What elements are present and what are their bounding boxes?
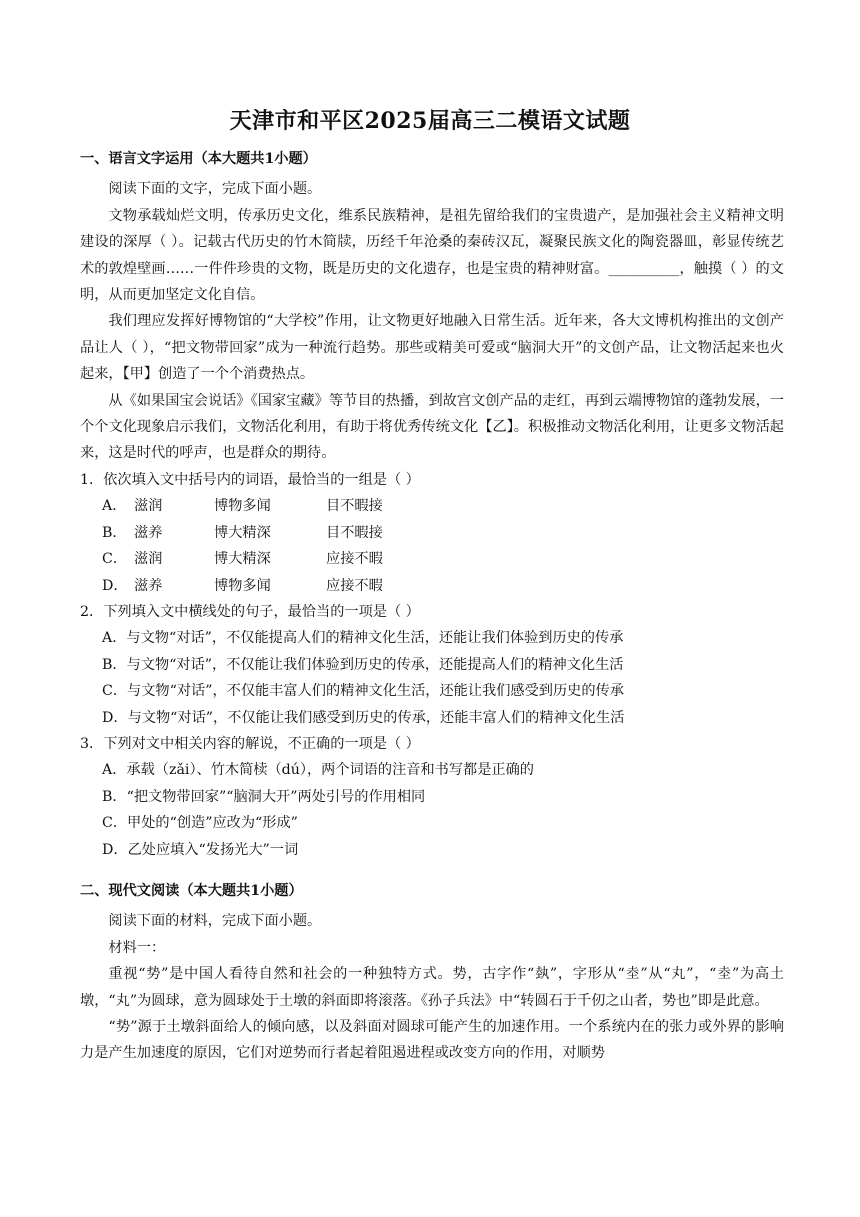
document-body: [80, 146, 784, 1067]
option-word-3: 应接不暇: [326, 551, 383, 568]
question-1-option: [80, 520, 784, 546]
option-word-2: 博大精深: [214, 524, 271, 541]
question-2-option-b: B．与文物“对话”，不仅能让我们体验到历史的传承，还能提高人们的精神文化生活: [102, 656, 624, 673]
option-word-1: 滋养: [134, 524, 163, 541]
option-letter: C．: [102, 551, 128, 568]
question-2-stem: 2．下列填入文中横线处的句子，最恰当的一项是（ ）: [80, 603, 420, 620]
option-word-1: 滋养: [134, 577, 163, 594]
option-word-1: 滋润: [134, 498, 163, 515]
question-3-stem: 3．下列对文中相关内容的解说，不正确的一项是（ ）: [80, 735, 420, 752]
section-heading-1: 一、语言文字运用（本大题共1小题）: [80, 151, 317, 167]
question-2-option-a: A．与文物“对话”，不仅能提高人们的精神文化生活，还能让我们体验到历史的传承: [102, 630, 624, 647]
passage-paragraph-3: 从《如果国宝会说话》《国家宝藏》等节目的热播，到故宫文创产品的走红，再到云端博物馆的蓬勃发展，一个个文化现象启示我们，文物活化利用，有助于将优秀传统文化【乙】。积极推动文物活化利用，让更多文物活起来，这是时代的呼声，也是群众的期待。: [80, 392, 784, 462]
question-1-option: [80, 573, 784, 599]
option-word-2: 博大精深: [214, 551, 271, 568]
option-letter: D．: [102, 577, 128, 594]
page-title: 天津市和平区2025届高三二模语文试题: [229, 108, 631, 134]
option-word-3: 应接不暇: [326, 577, 383, 594]
option-letter: A．: [102, 498, 127, 515]
question-3-option-d: D．乙处应填入“发扬光大”一词: [102, 841, 299, 858]
option-word-2: 博物多闻: [214, 577, 271, 594]
passage-paragraph-2: 我们理应发挥好博物馆的“大学校”作用，让文物更好地融入日常生活。近年来，各大文博机构推出的文创产品让人（ ），“把文物带回家”成为一种流行趋势。那些或精美可爱或“脑洞大开”的文创产品，让文物活起来也火起来，【甲】创造了一个个消费热点。: [80, 313, 784, 383]
option-word-3: 目不暇接: [326, 524, 383, 541]
question-3-option-b: B．“把文物带回家”“脑洞大开”两处引号的作用相同: [102, 788, 426, 805]
question-1-option: [80, 493, 784, 519]
option-word-1: 滋润: [134, 551, 163, 568]
question-3-option-a: A．承载（zǎi）、竹木简椟（dú），两个词语的注音和书写都是正确的: [102, 762, 534, 779]
question-1-option: [80, 546, 784, 572]
question-1-stem: 1．依次填入文中括号内的词语，最恰当的一组是（ ）: [80, 471, 420, 488]
option-word-2: 博物多闻: [214, 498, 271, 515]
question-2-option-c: C．与文物“对话”，不仅能丰富人们的精神文化生活，还能让我们感受到历史的传承: [102, 683, 624, 700]
passage-paragraph-1: 文物承载灿烂文明，传承历史文化，维系民族精神，是祖先留给我们的宝贵遗产，是加强社会主义精神文明建设的深厚（ ）。记载古代历史的竹木简牍，历经千年沧桑的秦砖汉瓦，凝聚民族文化的陶瓷器皿，彰显传统艺术的敦煌壁画……一件件珍贵的文物，既是历史的文化遗存，也是宝贵的精神财富。__________，触摸（ ）的文明，从而更加坚定文化自信。: [80, 207, 784, 304]
section-intro-2: 阅读下面的材料，完成下面小题。: [108, 913, 322, 930]
material-paragraph-1: 重视“势”是中国人看待自然和社会的一种独特方式。势，古字作“埶”，字形从“坴”从“丸”，“坴”为高土墩，“丸”为圆球，意为圆球处于土墩的斜面即将滚落。《孙子兵法》中“转圆石于千仞之山者，势也”即是此意。: [80, 966, 784, 1009]
section-intro-1: 阅读下面的文字，完成下面小题。: [108, 181, 322, 198]
question-2-option-d: D．与文物“对话”，不仅能让我们感受到历史的传承，还能丰富人们的精神文化生活: [102, 709, 625, 726]
material-label: 材料一：: [108, 939, 166, 956]
material-paragraph-2: “势”源于土墩斜面给人的倾向感，以及斜面对圆球可能产生的加速作用。一个系统内在的张力或外界的影响力是产生加速度的原因，它们对逆势而行者起着阻遏进程或改变方向的作用，对顺势: [80, 1019, 784, 1062]
option-letter: B．: [102, 524, 127, 541]
option-word-3: 目不暇接: [326, 498, 383, 515]
question-3-option-c: C．甲处的“创造”应改为“形成”: [102, 815, 298, 832]
section-heading-2: 二、现代文阅读（本大题共1小题）: [80, 882, 303, 899]
